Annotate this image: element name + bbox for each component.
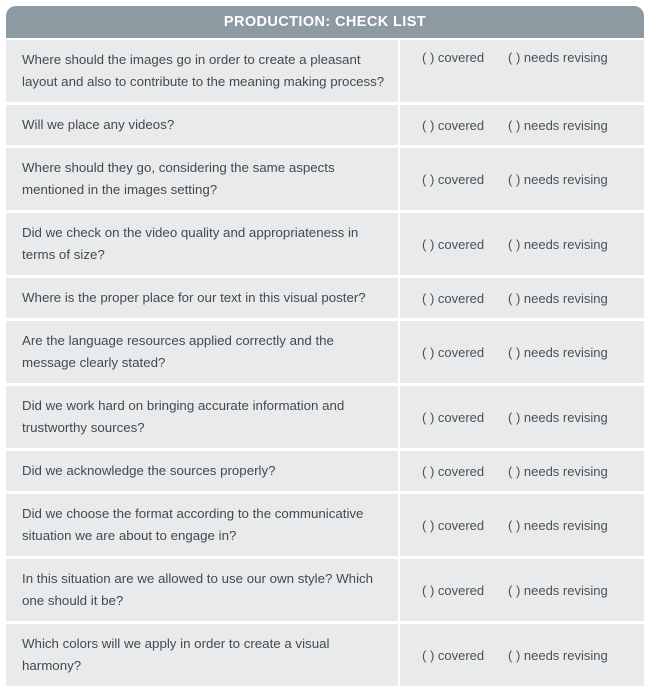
covered-option[interactable]: ( ) covered — [422, 647, 485, 663]
checklist-row — [6, 318, 644, 383]
question-text: Where is the proper place for our text in this visual poster? — [22, 290, 366, 305]
question-text: Are the language resources applied correctly and the message clearly stated? — [22, 333, 334, 370]
needs-revising-option[interactable]: ( ) needs revising — [508, 50, 608, 65]
needs-revising-option[interactable]: ( ) needs revising — [508, 117, 608, 133]
question-text: Did we check on the video quality and appropriateness in terms of size? — [22, 225, 359, 262]
checklist-row — [6, 491, 644, 556]
checklist-row — [6, 275, 644, 318]
covered-option[interactable]: ( ) covered — [422, 117, 485, 133]
needs-revising-option[interactable]: ( ) needs revising — [508, 463, 608, 479]
answer-options — [398, 213, 644, 275]
covered-option[interactable]: ( ) covered — [422, 582, 485, 598]
needs-revising-option[interactable]: ( ) needs revising — [508, 409, 608, 425]
covered-option[interactable]: ( ) covered — [422, 236, 485, 252]
checklist-rows — [6, 38, 644, 686]
covered-option[interactable]: ( ) covered — [422, 344, 485, 360]
question-text: Did we choose the format according to the communicative situation we are about to engage in? — [22, 506, 364, 543]
needs-revising-option[interactable]: ( ) needs revising — [508, 171, 608, 187]
checklist-row — [6, 102, 644, 145]
needs-revising-option[interactable]: ( ) needs revising — [508, 236, 608, 252]
answer-options — [398, 386, 644, 448]
needs-revising-option[interactable]: ( ) needs revising — [508, 582, 608, 598]
question-text: Will we place any videos? — [22, 117, 175, 132]
answer-options — [398, 148, 644, 210]
question-text: Which colors will we apply in order to create a visual harmony? — [22, 636, 330, 673]
checklist-row — [6, 621, 644, 686]
covered-option[interactable]: ( ) covered — [422, 50, 485, 65]
covered-option[interactable]: ( ) covered — [422, 409, 485, 425]
question-text: Where should they go, considering the same aspects mentioned in the images setting? — [22, 160, 335, 197]
covered-option[interactable]: ( ) covered — [422, 463, 485, 479]
answer-options — [398, 559, 644, 621]
needs-revising-option[interactable]: ( ) needs revising — [508, 517, 608, 533]
answer-options — [398, 40, 644, 102]
checklist-row — [6, 556, 644, 621]
checklist-row — [6, 38, 644, 102]
answer-options — [398, 278, 644, 318]
needs-revising-option[interactable]: ( ) needs revising — [508, 647, 608, 663]
answer-options — [398, 451, 644, 491]
question-text: Where should the images go in order to create a pleasant layout and also to contribute to the meaning making process? — [22, 52, 385, 89]
checklist-title: PRODUCTION: CHECK LIST — [6, 6, 644, 38]
checklist-row — [6, 145, 644, 210]
covered-option[interactable]: ( ) covered — [422, 290, 485, 306]
covered-option[interactable]: ( ) covered — [422, 171, 485, 187]
answer-options — [398, 321, 644, 383]
question-text: Did we acknowledge the sources properly? — [22, 463, 276, 478]
covered-option[interactable]: ( ) covered — [422, 517, 485, 533]
checklist-row — [6, 448, 644, 491]
checklist-row — [6, 383, 644, 448]
needs-revising-option[interactable]: ( ) needs revising — [508, 344, 608, 360]
needs-revising-option[interactable]: ( ) needs revising — [508, 290, 608, 306]
answer-options — [398, 105, 644, 145]
checklist-table — [6, 6, 644, 686]
question-text: In this situation are we allowed to use our own style? Which one should it be? — [22, 571, 374, 608]
question-text: Did we work hard on bringing accurate information and trustworthy sources? — [22, 398, 345, 435]
answer-options — [398, 624, 644, 686]
checklist-row — [6, 210, 644, 275]
answer-options — [398, 494, 644, 556]
